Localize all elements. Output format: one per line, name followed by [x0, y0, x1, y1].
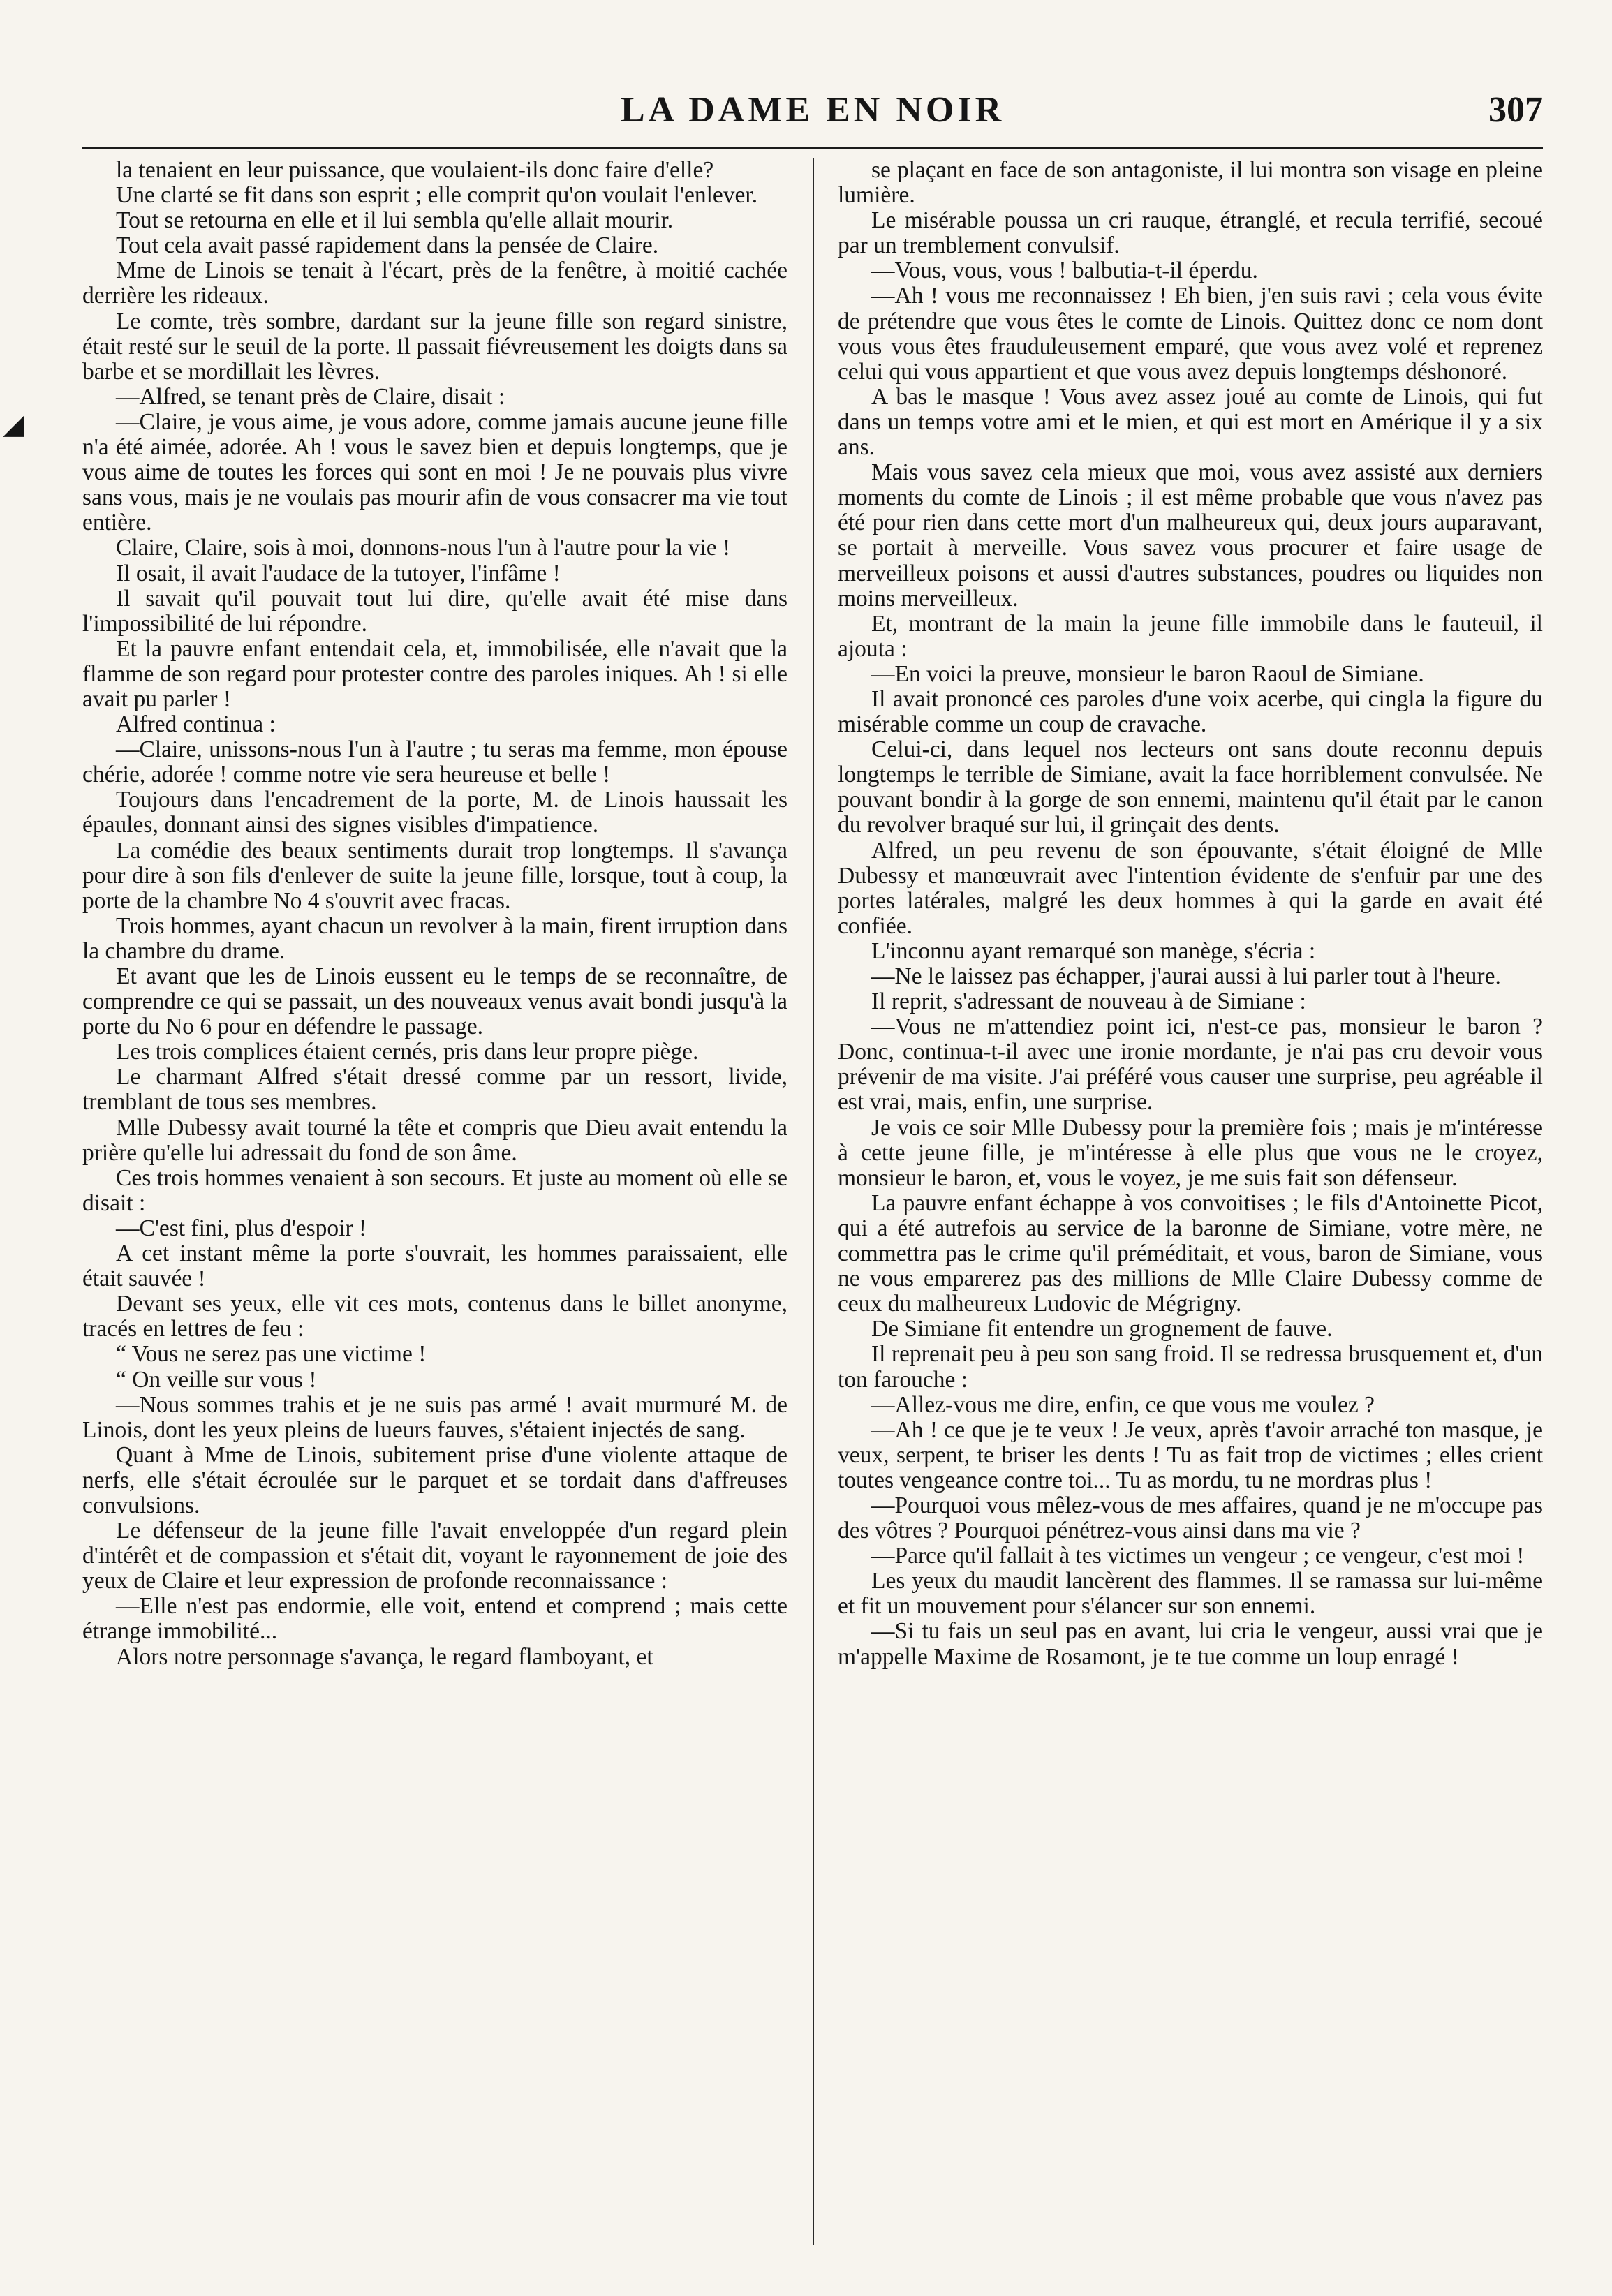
paragraph: “ Vous ne serez pas une victime ! — [116, 1341, 427, 1368]
page-header — [82, 89, 1543, 144]
paragraph: —C'est fini, plus d'espoir ! — [116, 1215, 367, 1241]
paragraph: —Vous, vous, vous ! balbutia-t-il éperdu. — [871, 258, 1258, 284]
paragraph: —Claire, unissons-nous l'un à l'autre ; tu seras ma femme, mon épouse chérie, adorée ! comme notre vie sera heureuse et belle ! — [82, 736, 787, 788]
paragraph: Mais vous savez cela mieux que moi, vous avez assisté aux derniers moments du comte de Linois ; il est même probable que vous n'avez pas été pour rien dans cette mort d'un malheureux qui, deux jours auparavant, se portait à merveille. Vous savez vous procurer et faire usage de merveilleux poisons et aussi d'autres substances, poudres ou liquides non moins merveilleux. — [838, 459, 1543, 612]
paragraph: Il savait qu'il pouvait tout lui dire, qu'elle avait été mise dans l'impossibilité de lui répondre. — [82, 585, 787, 637]
paragraph: A cet instant même la porte s'ouvrait, les hommes paraissaient, elle était sauvée ! — [82, 1240, 787, 1292]
paragraph: Le comte, très sombre, dardant sur la jeune fille son regard sinistre, était resté sur le seuil de la porte. Il passait fiévreusement les doigts dans sa barbe et se mordillait les lèvres. — [82, 308, 787, 385]
header-rule — [82, 147, 1543, 149]
paragraph: —Ne le laissez pas échapper, j'aurai aussi à lui parler tout à l'heure. — [871, 963, 1501, 989]
margin-mark: ◢ — [3, 408, 24, 440]
paragraph: —Nous sommes trahis et je ne suis pas armé ! avait murmuré M. de Linois, dont les yeux pleins de lueurs fauves, s'étaient injectés de sang. — [82, 1391, 787, 1443]
paragraph: Mme de Linois se tenait à l'écart, près de la fenêtre, à moitié cachée derrière les rideaux. — [82, 258, 787, 309]
paragraph: Il reprit, s'adressant de nouveau à de Simiane : — [871, 988, 1306, 1015]
page-number: 307 — [1488, 90, 1543, 130]
paragraph: Alfred, un peu revenu de son épouvante, s'était éloigné de Mlle Dubessy et manœuvrait avec l'intention évidente de s'enfuir par une des portes latérales, malgré les deux hommes à qui la garde en avait été confiée. — [838, 837, 1543, 939]
paragraph: Et la pauvre enfant entendait cela, et, immobilisée, elle n'avait que la flamme de son regard pour protester contre des paroles iniques. Ah ! si elle avait pu parler ! — [82, 635, 787, 712]
left-column — [82, 158, 787, 2245]
right-column — [838, 158, 1543, 2245]
paragraph: Mlle Dubessy avait tourné la tête et compris que Dieu avait entendu la prière qu'elle lui adressait du fond de son âme. — [82, 1114, 787, 1166]
paragraph: Ces trois hommes venaient à son secours. Et juste au moment où elle se disait : — [82, 1164, 787, 1216]
paragraph: Et avant que les de Linois eussent eu le temps de se reconnaître, de comprendre ce qui se passait, un des nouveaux venus avait bondi jusqu'à la porte du No 6 pour en défendre le passage. — [82, 963, 787, 1040]
paragraph: —Ah ! ce que je te veux ! Je veux, après t'avoir arraché ton masque, je veux, serpent, te briser les dents ! Tu as fait trop de victimes ; elles crient toutes vengeance contre toi... Tu as mordu, tu ne mordras plus ! — [838, 1416, 1543, 1493]
paragraph: Devant ses yeux, elle vit ces mots, contenus dans le billet anonyme, tracés en lettres de feu : — [82, 1291, 787, 1342]
paragraph: Il avait prononcé ces paroles d'une voix acerbe, qui cingla la figure du misérable comme un coup de cravache. — [838, 686, 1543, 738]
paragraph: Claire, Claire, sois à moi, donnons-nous l'un à l'autre pour la vie ! — [116, 535, 731, 561]
text-columns — [82, 158, 1543, 2245]
paragraph: Les yeux du maudit lancèrent des flammes. Il se ramassa sur lui-même et fit un mouvement pour s'élancer sur son ennemi. — [838, 1568, 1543, 1620]
paragraph: —Alfred, se tenant près de Claire, disait : — [116, 383, 505, 410]
paragraph: Les trois complices étaient cernés, pris dans leur propre piège. — [116, 1039, 699, 1065]
paragraph: La comédie des beaux sentiments durait trop longtemps. Il s'avança pour dire à son fils d'enlever de suite la jeune fille, lorsque, tout à coup, la porte de la chambre No 4 s'ouvrit avec fracas. — [82, 837, 787, 914]
paragraph: —Claire, je vous aime, je vous adore, comme jamais aucune jeune fille n'a été aimée, adorée. Ah ! vous le savez bien et depuis longtemps, que je vous aime de toutes les forces qui sont en moi ! Je ne pouvais plus vivre sans vous, mais je ne voulais pas mourir afin de vous consacrer ma vie tout entière. — [82, 408, 787, 536]
paragraph: “ On veille sur vous ! — [116, 1366, 317, 1393]
paragraph: Il osait, il avait l'audace de la tutoyer, l'infâme ! — [116, 560, 561, 586]
paragraph: Le misérable poussa un cri rauque, étranglé, et recula terrifié, secoué par un tremblement convulsif. — [838, 207, 1543, 259]
paragraph: Le défenseur de la jeune fille l'avait enveloppée d'un regard plein d'intérêt et de compassion et s'était dit, voyant le rayonnement de joie des yeux de Claire et leur expression de profonde reconnaissance : — [82, 1518, 787, 1594]
paragraph: Trois hommes, ayant chacun un revolver à la main, firent irruption dans la chambre du drame. — [82, 912, 787, 964]
paragraph: —En voici la preuve, monsieur le baron Raoul de Simiane. — [871, 660, 1424, 687]
paragraph: Quant à Mme de Linois, subitement prise d'une violente attaque de nerfs, elle s'était écroulée sur le parquet et se tordait dans d'affreuses convulsions. — [82, 1442, 787, 1518]
paragraph: Celui-ci, dans lequel nos lecteurs ont sans doute reconnu depuis longtemps le terrible de Simiane, avait la face horriblement convulsée. Ne pouvant bondir à la gorge de son ennemi, maintenu qu'il était par le canon du revolver braqué sur lui, il grinçait des dents. — [838, 736, 1543, 838]
running-title: LA DAME EN NOIR — [620, 90, 1005, 130]
paragraph: —Pourquoi vous mêlez-vous de mes affaires, quand je ne m'occupe pas des vôtres ? Pourquoi pénétrez-vous ainsi dans ma vie ? — [838, 1492, 1543, 1544]
paragraph: —Ah ! vous me reconnaissez ! Eh bien, j'en suis ravi ; cela vous évite de prétendre que vous êtes le comte de Linois. Quittez donc ce nom dont vous vous êtes frauduleusement emparé, que vous avez volé et reprenez celui qui vous appartient et que vous avez depuis longtemps déshonoré. — [838, 283, 1543, 385]
paragraph: La pauvre enfant échappe à vos convoitises ; le fils d'Antoinette Picot, qui a été autrefois au service de la baronne de Simiane, votre mère, ne commettra pas le crime qu'il préméditait, et vous, baron de Simiane, vous ne vous emparerez pas des millions de Mlle Claire Dubessy comme de ceux du malheureux Ludovic de Mégrigny. — [838, 1190, 1543, 1317]
paragraph: Et, montrant de la main la jeune fille immobile dans le fauteuil, il ajouta : — [838, 610, 1543, 662]
paragraph: Tout se retourna en elle et il lui sembla qu'elle allait mourir. — [116, 207, 674, 234]
paragraph: Alors notre personnage s'avança, le regard flamboyant, et — [116, 1643, 653, 1670]
paragraph: Alfred continua : — [116, 711, 276, 738]
paragraph: L'inconnu ayant remarqué son manège, s'écria : — [871, 938, 1316, 964]
paragraph: —Elle n'est pas endormie, elle voit, entend et comprend ; mais cette étrange immobilité... — [82, 1593, 787, 1645]
paragraph: Il reprenait peu à peu son sang froid. Il se redressa brusquement et, d'un ton farouche : — [838, 1341, 1543, 1393]
paragraph: se plaçant en face de son antagoniste, il lui montra son visage en pleine lumière. — [838, 158, 1543, 209]
paragraph: la tenaient en leur puissance, que voulaient-ils donc faire d'elle? — [116, 158, 714, 183]
paragraph: —Vous ne m'attendiez point ici, n'est-ce pas, monsieur le baron ? Donc, continua-t-il avec une ironie mordante, je n'ai pas cru devoir vous prévenir de ma visite. J'ai préféré vous causer une surprise, peu agréable il est vrai, mais, enfin, une surprise. — [838, 1014, 1543, 1116]
paragraph: —Si tu fais un seul pas en avant, lui cria le vengeur, aussi vrai que je m'appelle Maxime de Rosamont, je te tue comme un loup enragé ! — [838, 1618, 1543, 1670]
paragraph: —Allez-vous me dire, enfin, ce que vous me voulez ? — [871, 1391, 1375, 1418]
paragraph: Tout cela avait passé rapidement dans la pensée de Claire. — [116, 232, 659, 259]
paragraph: Une clarté se fit dans son esprit ; elle comprit qu'on voulait l'enlever. — [116, 182, 758, 209]
paragraph: Le charmant Alfred s'était dressé comme par un ressort, livide, tremblant de tous ses membres. — [82, 1064, 787, 1116]
paragraph: Toujours dans l'encadrement de la porte, M. de Linois haussait les épaules, donnant ainsi des signes visibles d'impatience. — [82, 787, 787, 838]
paragraph: A bas le masque ! Vous avez assez joué au comte de Linois, qui fut dans un temps votre ami et le mien, et qui est mort en Amérique il y a six ans. — [838, 383, 1543, 461]
paragraph: De Simiane fit entendre un grognement de fauve. — [871, 1316, 1333, 1342]
paragraph: —Parce qu'il fallait à tes victimes un vengeur ; ce vengeur, c'est moi ! — [871, 1543, 1525, 1569]
paragraph: Je vois ce soir Mlle Dubessy pour la première fois ; mais je m'intéresse à cette jeune fille, je m'intéresse à elle plus que vous ne le croyez, monsieur le baron, et, vous le voyez, je me suis fait son défenseur. — [838, 1114, 1543, 1191]
column-divider — [813, 158, 814, 2245]
